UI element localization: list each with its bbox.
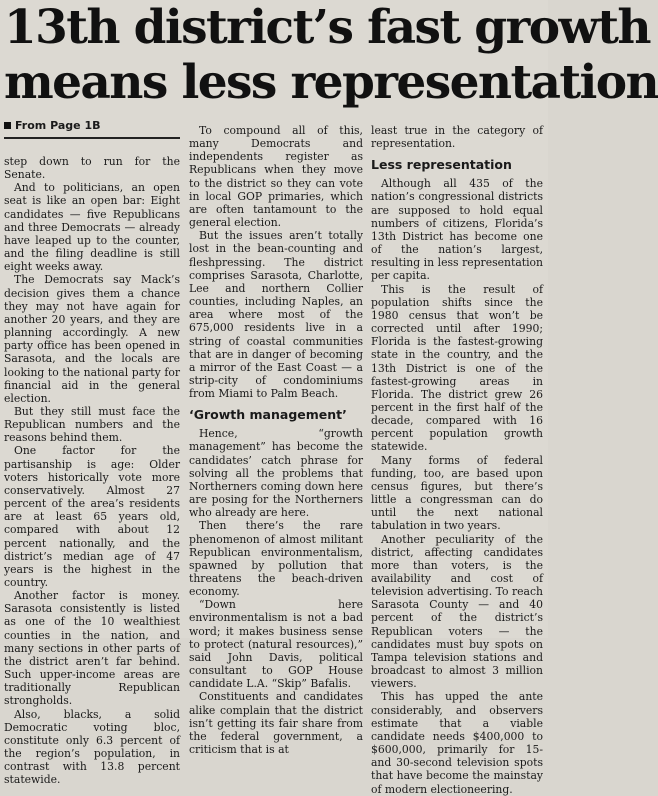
paragraph: Although all 435 of the nation’s congressional districts are supposed to hold equal numbers of citizens, Florida’s 13th District has become one of the nation’s largest, resulting in less representation per capita.	[371, 177, 543, 283]
jump-label	[4, 119, 180, 132]
paragraph: And to politicians, an open seat is like an open bar: Eight candidates — five Republicans and three Democrats — already have leaped up to the counter, and the filing deadline is still eight weeks away.	[4, 181, 180, 274]
paragraph: Also, blacks, a solid Democratic voting bloc, constitute only 6.3 percent of the region’s population, in contrast with 13.8 percent statewide.	[4, 707, 180, 787]
paragraph: least true in the category of representation.	[371, 124, 543, 151]
headline-line-2: means less representation	[4, 55, 658, 110]
paragraph: But they still must face the Republican numbers and the reasons behind them.	[4, 404, 180, 445]
paragraph: Hence, “growth management” has become the candidates’ catch phrase for solving all the problems that Northerners coming down here are posing for the Northerners who already are here.	[189, 427, 363, 520]
paragraph: Another factor is money. Sarasota consistently is listed as one of the 10 wealthiest counties in the nation, and many sections in other parts of the district aren’t far behind. Such upper-income areas are traditionally Republican strongholds.	[4, 589, 180, 708]
paragraph: But the issues aren’t totally lost in the bean-counting and fleshpressing. The district comprises Sarasota, Charlotte, Lee and northern Collier counties, including Naples, an area where most of the 675,000 residents live in a string of coastal communities that are in danger of becoming a mirror of the East Coast — a strip-city of condominiums from Miami to Palm Beach.	[189, 229, 363, 401]
paragraph: The Democrats say Mack’s decision gives them a chance they may not have again for another 20 years, and they are planning accordingly. A new party office has been opened in Sarasota, and the locals are looking to the national party for financial aid in the general election.	[4, 273, 180, 405]
article-column-2	[189, 124, 363, 757]
subhead-less-representation: Less representation	[371, 157, 512, 173]
paragraph: Another peculiarity of the district, affecting candidates more than voters, is the availability and cost of television advertising. To reach Sarasota County — and 40 percent of the district’s Republican voters — the candidates must buy spots on Tampa television stations and broadcast to almost 3 million viewers.	[371, 532, 543, 691]
headline	[4, 0, 658, 110]
jump-rule	[4, 137, 180, 139]
square-bullet-icon	[4, 122, 11, 129]
paragraph: One factor for the partisanship is age: Older voters historically vote more conservatively. Almost 27 percent of the area’s residents are at least 65 years old, compared with about 12 percent nationally, and the district’s median age of 47 years is the highest in the country.	[4, 444, 180, 589]
article-column-3	[371, 124, 543, 796]
paragraph: Constituents and candidates alike complain that the district isn’t getting its fair share from the federal government, a criticism that is at	[189, 690, 363, 757]
article-column-1	[4, 118, 180, 787]
paragraph: Many forms of federal funding, too, are based upon census figures, but there’s little a congressman can do until the next national tabulation in two years.	[371, 453, 543, 533]
paragraph: This has upped the ante considerably, and observers estimate that a viable candidate needs $400,000 to $600,000, primarily for 15- and 30-second television spots that have become the mainstay of modern electioneering.	[371, 690, 543, 796]
paragraph: step down to run for the Senate.	[4, 155, 180, 182]
paragraph: To compound all of this, many Democrats and independents register as Republicans when they move to the district so they can vote in local GOP primaries, which are often tantamount to the general election.	[189, 124, 363, 230]
paragraph: “Down here environmentalism is not a bad word; it makes business sense to protect (natural resources),” said John Davis, political consultant to GOP House candidate L.A. “Skip” Bafalis.	[189, 598, 363, 691]
paragraph: Then there’s the rare phenomenon of almost militant Republican environmentalism, spawned by pollution that threatens the beach-driven economy.	[189, 519, 363, 599]
headline-line-1: 13th district’s fast growth	[4, 0, 650, 55]
subhead-growth-management: ‘Growth management’	[189, 407, 347, 423]
paragraph: This is the result of population shifts since the 1980 census that won’t be corrected until after 1990; Florida is the fastest-growing state in the country, and the 13th District is one of the fastest-growing areas in Florida. The district grew 26 percent in the first half of the decade, compared with 16 percent population growth statewide.	[371, 282, 543, 454]
jump-label-text: From Page 1B	[15, 118, 101, 132]
